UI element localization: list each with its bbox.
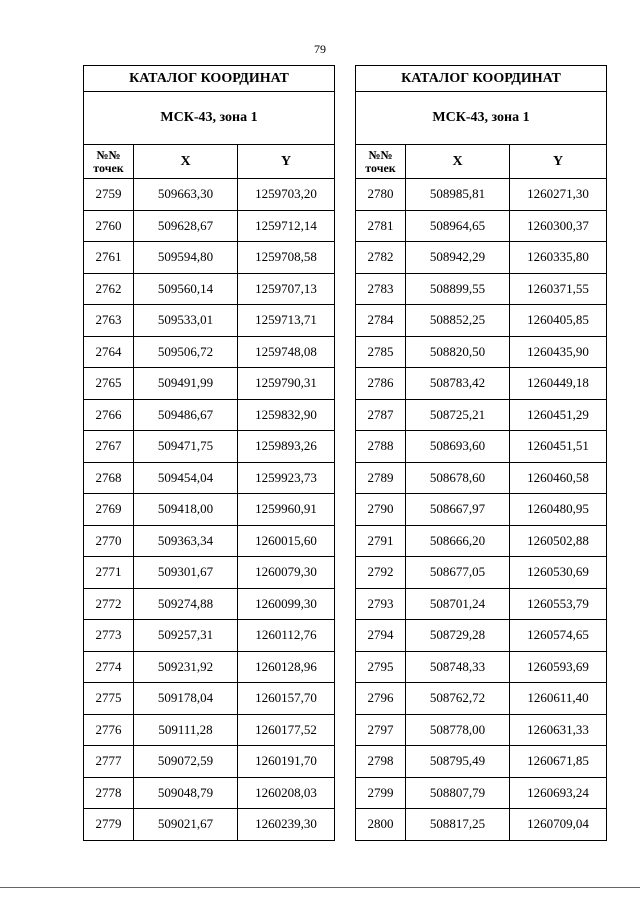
table-row xyxy=(84,179,335,211)
point-number-cell: 2764 xyxy=(84,336,134,368)
point-number-cell: 2771 xyxy=(84,557,134,589)
x-coordinate-cell: 508820,50 xyxy=(406,336,510,368)
table-row xyxy=(84,809,335,841)
table-row xyxy=(356,809,607,841)
point-number-cell: 2768 xyxy=(84,462,134,494)
y-coordinate-cell: 1260502,88 xyxy=(510,525,607,557)
table-row xyxy=(84,305,335,337)
table-row xyxy=(84,462,335,494)
y-coordinate-cell: 1260553,79 xyxy=(510,588,607,620)
y-coordinate-cell: 1260208,03 xyxy=(238,777,335,809)
y-coordinate-cell: 1259707,13 xyxy=(238,273,335,305)
point-number-cell: 2785 xyxy=(356,336,406,368)
point-number-cell: 2799 xyxy=(356,777,406,809)
x-coordinate-cell: 509506,72 xyxy=(134,336,238,368)
x-coordinate-cell: 509491,99 xyxy=(134,368,238,400)
table-row xyxy=(84,588,335,620)
y-coordinate-cell: 1260099,30 xyxy=(238,588,335,620)
x-coordinate-cell: 508725,21 xyxy=(406,399,510,431)
y-coordinate-cell: 1260300,37 xyxy=(510,210,607,242)
table-row xyxy=(356,242,607,274)
x-coordinate-cell: 509533,01 xyxy=(134,305,238,337)
y-coordinate-cell: 1259712,14 xyxy=(238,210,335,242)
point-number-cell: 2767 xyxy=(84,431,134,463)
y-coordinate-cell: 1259748,08 xyxy=(238,336,335,368)
y-coordinate-cell: 1260371,55 xyxy=(510,273,607,305)
y-coordinate-cell: 1260177,52 xyxy=(238,714,335,746)
point-number-cell: 2778 xyxy=(84,777,134,809)
point-number-cell: 2773 xyxy=(84,620,134,652)
point-number-cell: 2787 xyxy=(356,399,406,431)
table-row xyxy=(84,431,335,463)
point-number-header xyxy=(356,145,406,179)
point-number-cell: 2760 xyxy=(84,210,134,242)
x-coordinate-cell: 509594,80 xyxy=(134,242,238,274)
x-coordinate-cell: 508964,65 xyxy=(406,210,510,242)
x-coordinate-cell: 508748,33 xyxy=(406,651,510,683)
point-number-cell: 2788 xyxy=(356,431,406,463)
x-coordinate-cell: 509663,30 xyxy=(134,179,238,211)
point-number-cell: 2789 xyxy=(356,462,406,494)
point-number-cell: 2770 xyxy=(84,525,134,557)
y-coordinate-cell: 1260157,70 xyxy=(238,683,335,715)
footer-divider xyxy=(0,887,640,888)
point-number-cell: 2765 xyxy=(84,368,134,400)
table-body xyxy=(356,179,607,841)
y-coordinate-cell: 1259923,73 xyxy=(238,462,335,494)
point-number-header-line1: №№ xyxy=(368,147,393,162)
y-coordinate-cell: 1260451,29 xyxy=(510,399,607,431)
y-coordinate-cell: 1260693,24 xyxy=(510,777,607,809)
y-coordinate-cell: 1260671,85 xyxy=(510,746,607,778)
x-coordinate-cell: 508667,97 xyxy=(406,494,510,526)
y-coordinate-cell: 1260405,85 xyxy=(510,305,607,337)
table-row xyxy=(356,431,607,463)
x-coordinate-cell: 508778,00 xyxy=(406,714,510,746)
x-coordinate-cell: 508677,05 xyxy=(406,557,510,589)
point-number-cell: 2800 xyxy=(356,809,406,841)
point-number-header-line2: точек xyxy=(93,160,124,175)
table-row xyxy=(356,210,607,242)
x-coordinate-cell: 508899,55 xyxy=(406,273,510,305)
point-number-cell: 2786 xyxy=(356,368,406,400)
x-coordinate-cell: 509560,14 xyxy=(134,273,238,305)
y-coordinate-cell: 1259832,90 xyxy=(238,399,335,431)
table-row xyxy=(356,462,607,494)
table-row xyxy=(356,683,607,715)
point-number-cell: 2780 xyxy=(356,179,406,211)
point-number-cell: 2774 xyxy=(84,651,134,683)
y-coordinate-cell: 1260709,04 xyxy=(510,809,607,841)
point-number-cell: 2762 xyxy=(84,273,134,305)
table-row xyxy=(84,368,335,400)
x-coordinate-cell: 509072,59 xyxy=(134,746,238,778)
y-coordinate-cell: 1260435,90 xyxy=(510,336,607,368)
y-coordinate-cell: 1260574,65 xyxy=(510,620,607,652)
coordinate-catalog-table-right xyxy=(355,65,607,841)
x-coordinate-cell: 509301,67 xyxy=(134,557,238,589)
table-row xyxy=(356,368,607,400)
table-row xyxy=(356,305,607,337)
point-number-cell: 2779 xyxy=(84,809,134,841)
y-header: Y xyxy=(510,145,607,179)
table-row xyxy=(84,210,335,242)
y-coordinate-cell: 1260015,60 xyxy=(238,525,335,557)
point-number-cell: 2792 xyxy=(356,557,406,589)
x-coordinate-cell: 509628,67 xyxy=(134,210,238,242)
point-number-cell: 2772 xyxy=(84,588,134,620)
x-coordinate-cell: 509418,00 xyxy=(134,494,238,526)
table-row xyxy=(84,494,335,526)
x-coordinate-cell: 509231,92 xyxy=(134,651,238,683)
x-coordinate-cell: 509178,04 xyxy=(134,683,238,715)
y-header: Y xyxy=(238,145,335,179)
point-number-header-line2: точек xyxy=(365,160,396,175)
point-number-cell: 2783 xyxy=(356,273,406,305)
coordinate-catalog-table-left xyxy=(83,65,335,841)
catalog-title: КАТАЛОГ КООРДИНАТ xyxy=(84,66,335,92)
table-row xyxy=(356,525,607,557)
point-number-cell: 2761 xyxy=(84,242,134,274)
table-row xyxy=(356,777,607,809)
x-coordinate-cell: 508852,25 xyxy=(406,305,510,337)
y-coordinate-cell: 1260128,96 xyxy=(238,651,335,683)
point-number-cell: 2784 xyxy=(356,305,406,337)
y-coordinate-cell: 1259708,58 xyxy=(238,242,335,274)
x-header: X xyxy=(406,145,510,179)
y-coordinate-cell: 1260079,30 xyxy=(238,557,335,589)
y-coordinate-cell: 1260593,69 xyxy=(510,651,607,683)
y-coordinate-cell: 1260191,70 xyxy=(238,746,335,778)
x-coordinate-cell: 508762,72 xyxy=(406,683,510,715)
x-coordinate-cell: 508807,79 xyxy=(406,777,510,809)
x-coordinate-cell: 508701,24 xyxy=(406,588,510,620)
point-number-cell: 2775 xyxy=(84,683,134,715)
table-row xyxy=(84,242,335,274)
y-coordinate-cell: 1259893,26 xyxy=(238,431,335,463)
point-number-cell: 2769 xyxy=(84,494,134,526)
y-coordinate-cell: 1260611,40 xyxy=(510,683,607,715)
table-row xyxy=(84,336,335,368)
table-row xyxy=(356,588,607,620)
table-row xyxy=(356,494,607,526)
point-number-cell: 2793 xyxy=(356,588,406,620)
x-coordinate-cell: 509111,28 xyxy=(134,714,238,746)
x-coordinate-cell: 509471,75 xyxy=(134,431,238,463)
point-number-cell: 2791 xyxy=(356,525,406,557)
point-number-cell: 2795 xyxy=(356,651,406,683)
y-coordinate-cell: 1260480,95 xyxy=(510,494,607,526)
x-coordinate-cell: 508729,28 xyxy=(406,620,510,652)
point-number-cell: 2766 xyxy=(84,399,134,431)
y-coordinate-cell: 1260271,30 xyxy=(510,179,607,211)
y-coordinate-cell: 1259960,91 xyxy=(238,494,335,526)
point-number-cell: 2782 xyxy=(356,242,406,274)
y-coordinate-cell: 1260335,80 xyxy=(510,242,607,274)
x-coordinate-cell: 509021,67 xyxy=(134,809,238,841)
y-coordinate-cell: 1260112,76 xyxy=(238,620,335,652)
point-number-cell: 2797 xyxy=(356,714,406,746)
table-row xyxy=(356,557,607,589)
point-number-cell: 2776 xyxy=(84,714,134,746)
table-body xyxy=(84,179,335,841)
point-number-cell: 2759 xyxy=(84,179,134,211)
y-coordinate-cell: 1260451,51 xyxy=(510,431,607,463)
point-number-cell: 2790 xyxy=(356,494,406,526)
catalog-title: КАТАЛОГ КООРДИНАТ xyxy=(356,66,607,92)
table-row xyxy=(356,651,607,683)
point-number-cell: 2798 xyxy=(356,746,406,778)
y-coordinate-cell: 1259703,20 xyxy=(238,179,335,211)
table-row xyxy=(84,777,335,809)
x-coordinate-cell: 509454,04 xyxy=(134,462,238,494)
x-coordinate-cell: 509048,79 xyxy=(134,777,238,809)
x-coordinate-cell: 508783,42 xyxy=(406,368,510,400)
x-coordinate-cell: 508678,60 xyxy=(406,462,510,494)
point-number-cell: 2781 xyxy=(356,210,406,242)
point-number-header xyxy=(84,145,134,179)
point-number-cell: 2794 xyxy=(356,620,406,652)
table-row xyxy=(356,746,607,778)
y-coordinate-cell: 1259713,71 xyxy=(238,305,335,337)
table-row xyxy=(84,525,335,557)
y-coordinate-cell: 1260449,18 xyxy=(510,368,607,400)
x-coordinate-cell: 508666,20 xyxy=(406,525,510,557)
x-coordinate-cell: 508942,29 xyxy=(406,242,510,274)
table-row xyxy=(356,273,607,305)
x-coordinate-cell: 508817,25 xyxy=(406,809,510,841)
point-number-cell: 2777 xyxy=(84,746,134,778)
y-coordinate-cell: 1260631,33 xyxy=(510,714,607,746)
table-row xyxy=(84,557,335,589)
coordinate-system-label: МСК-43, зона 1 xyxy=(84,92,335,145)
point-number-header-line1: №№ xyxy=(96,147,121,162)
table-row xyxy=(356,399,607,431)
point-number-cell: 2796 xyxy=(356,683,406,715)
y-coordinate-cell: 1259790,31 xyxy=(238,368,335,400)
y-coordinate-cell: 1260239,30 xyxy=(238,809,335,841)
x-coordinate-cell: 509486,67 xyxy=(134,399,238,431)
table-row xyxy=(84,746,335,778)
x-coordinate-cell: 508693,60 xyxy=(406,431,510,463)
table-row xyxy=(84,651,335,683)
table-row xyxy=(356,179,607,211)
table-row xyxy=(84,714,335,746)
table-row xyxy=(84,620,335,652)
table-row xyxy=(84,399,335,431)
y-coordinate-cell: 1260530,69 xyxy=(510,557,607,589)
table-row xyxy=(356,714,607,746)
x-coordinate-cell: 509257,31 xyxy=(134,620,238,652)
x-header: X xyxy=(134,145,238,179)
x-coordinate-cell: 509274,88 xyxy=(134,588,238,620)
table-row xyxy=(84,273,335,305)
point-number-cell: 2763 xyxy=(84,305,134,337)
table-row xyxy=(356,336,607,368)
page-number: 79 xyxy=(314,42,326,56)
y-coordinate-cell: 1260460,58 xyxy=(510,462,607,494)
x-coordinate-cell: 508795,49 xyxy=(406,746,510,778)
coordinate-system-label: МСК-43, зона 1 xyxy=(356,92,607,145)
table-row xyxy=(356,620,607,652)
table-row xyxy=(84,683,335,715)
x-coordinate-cell: 508985,81 xyxy=(406,179,510,211)
x-coordinate-cell: 509363,34 xyxy=(134,525,238,557)
